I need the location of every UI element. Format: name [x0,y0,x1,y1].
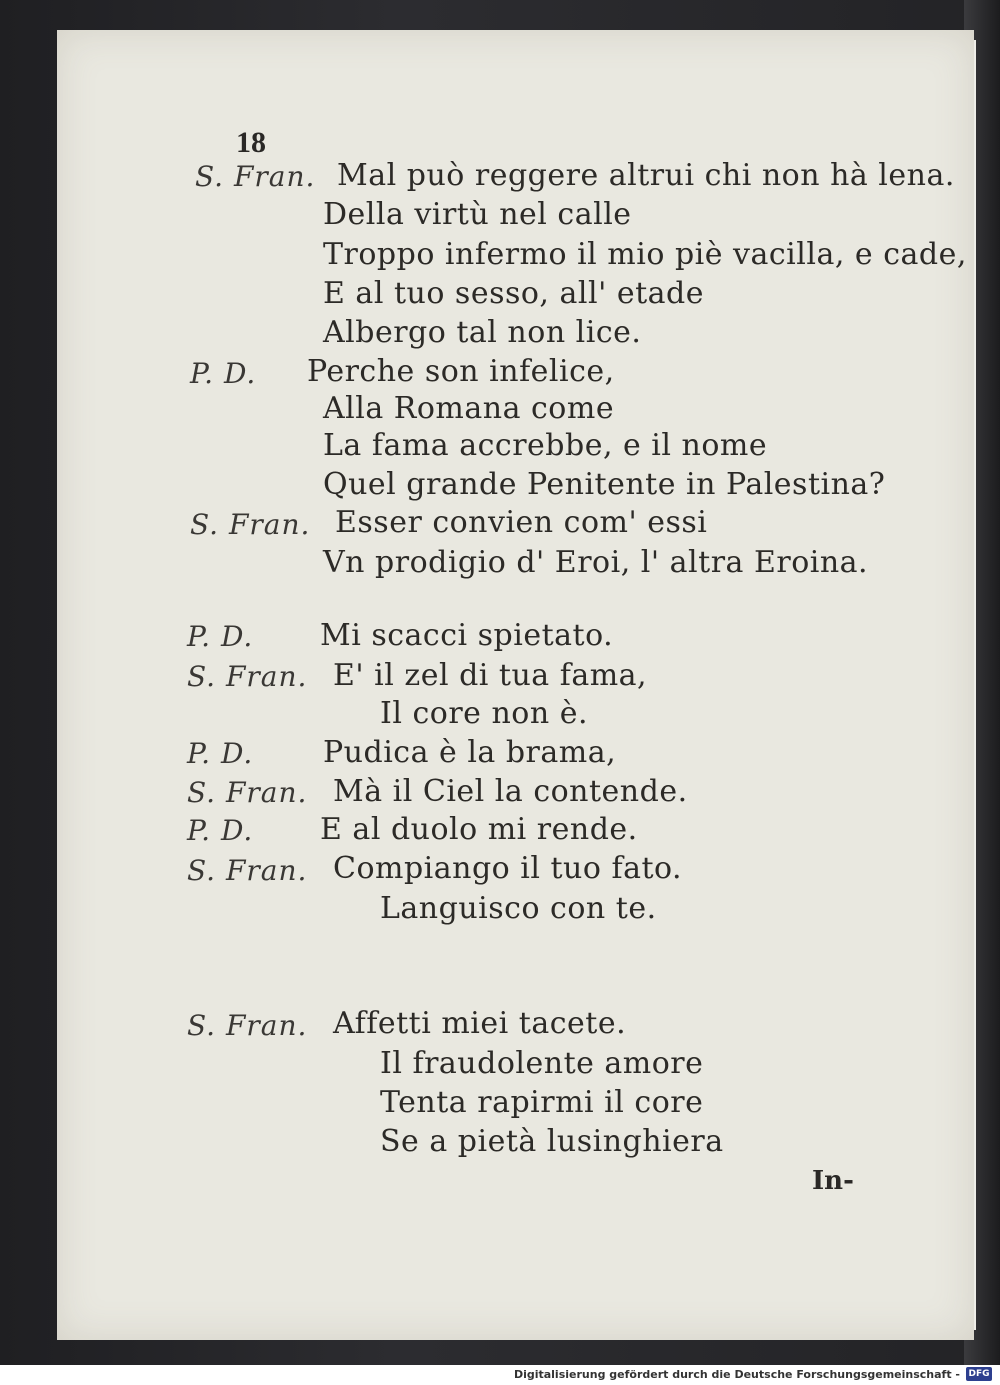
verse-line: Troppo infermo il mio piè vacilla, e cade, [323,237,967,272]
verse-line: Esser convien com' essi [335,505,708,540]
dfg-logo-icon: DFG [966,1367,992,1381]
verse-line: E al tuo sesso, all' etade [323,276,705,311]
verse-line: Perche son infelice, [307,354,615,389]
footer-bar [0,1365,1000,1385]
verse-line: Languisco con te. [380,891,657,926]
verse-line: Mà il Ciel la contende. [333,774,688,809]
speaker-label: S. Fran. [195,160,316,193]
speaker-label: S. Fran. [187,854,308,887]
verse-line: Compiango il tuo fato. [333,851,683,886]
verse-line: La fama accrebbe, e il nome [323,428,768,463]
verse-line: E' il zel di tua fama, [333,658,648,693]
speaker-label: P. D. [190,357,257,390]
verse-line: Il fraudolente amore [380,1046,704,1081]
verse-line: Tenta rapirmi il core [380,1085,704,1120]
speaker-label: P. D. [187,737,254,770]
verse-line: Vn prodigio d' Eroi, l' altra Eroina. [323,545,869,580]
page-number: 18 [236,126,266,159]
speaker-label: P. D. [187,620,254,653]
speaker-label: S. Fran. [190,508,311,541]
verse-line: Mi scacci spietato. [320,618,614,653]
verse-line: Mal può reggere altrui chi non hà lena. [337,158,955,193]
verse-line: Il core non è. [380,696,589,731]
catchword: In- [812,1166,854,1196]
verse-line: E al duolo mi rende. [320,812,638,847]
verse-line: Alla Romana come [323,391,615,426]
verse-line: Quel grande Penitente in Palestina? [323,467,886,502]
speaker-label: P. D. [187,814,254,847]
footer-credit: Digitalisierung gefördert durch die Deutsche Forschungsgemeinschaft - [513,1368,960,1381]
verse-line: Albergo tal non lice. [323,315,642,350]
speaker-label: S. Fran. [187,660,308,693]
verse-line: Pudica è la brama, [323,735,617,770]
verse-line: Se a pietà lusinghiera [380,1124,724,1159]
verse-line: Affetti miei tacete. [333,1006,627,1041]
speaker-label: S. Fran. [187,776,308,809]
speaker-label: S. Fran. [187,1009,308,1042]
verse-line: Della virtù nel calle [323,197,632,232]
